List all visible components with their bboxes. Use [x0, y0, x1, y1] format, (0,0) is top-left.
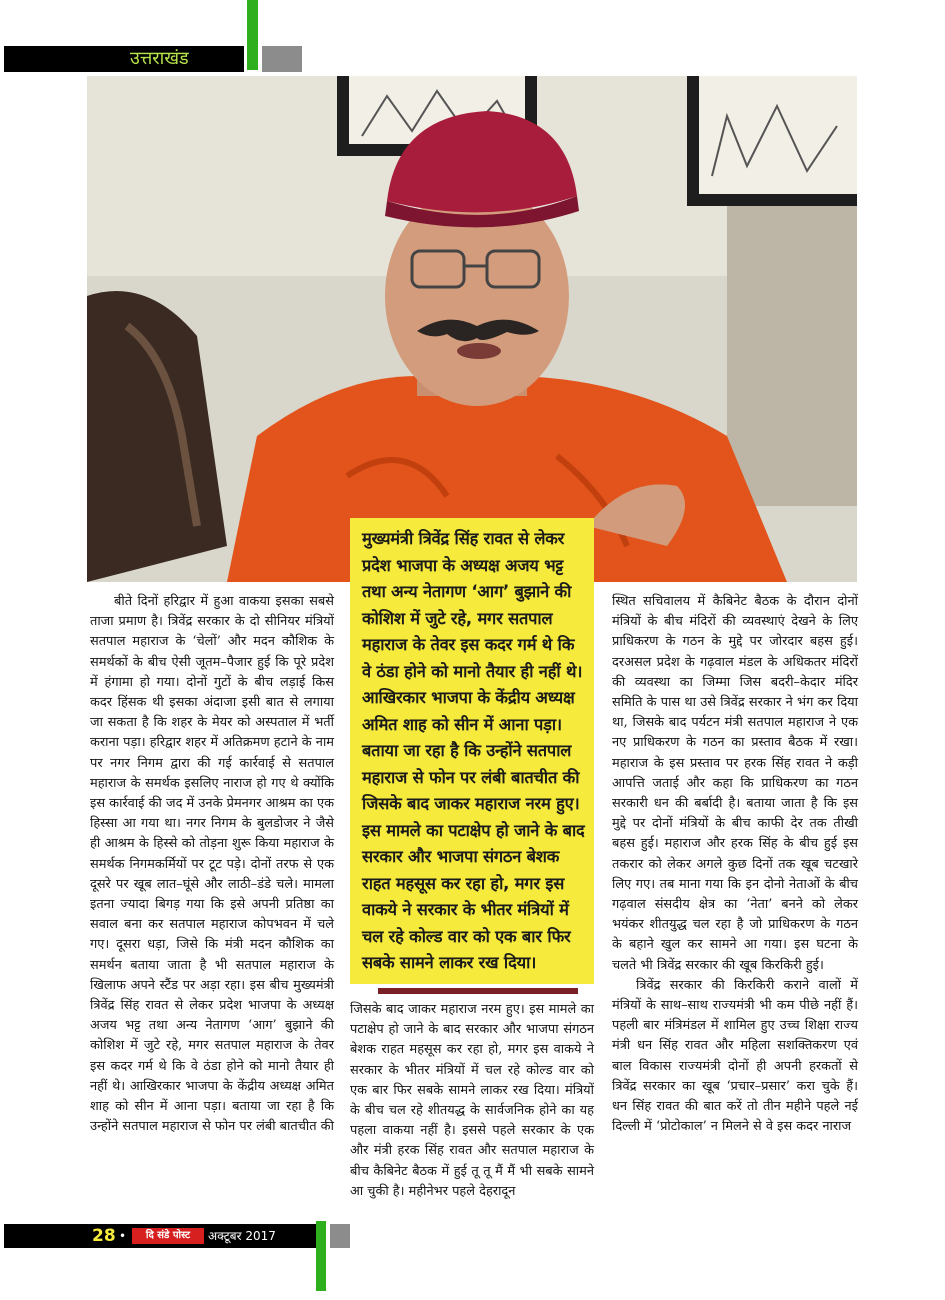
pull-quote-text: मुख्यमंत्री त्रिवेंद्र सिंह रावत से लेकर प्रदेश भाजपा के अध्यक्ष अजय भट्ट तथा अन्य नेतागण ‘आग’ बुझाने की कोशिश में जुटे रहे, मगर सतपाल महाराज के तेवर इस कदर गर्म थे कि वे ठंडा होने को मानो तैयार ही नहीं थे। आखिरकार भाजपा के केंद्रीय अध्यक्ष अमित शाह को सीन में आना पड़ा। बताया जा रहा है कि उन्होंने सतपाल महाराज से फोन पर लंबी बातचीत की जिसके बाद जाकर महाराज नरम हुए। इस मामले का पटाक्षेप हो जाने के बाद सरकार और भाजपा संगठन बेशक राहत महसूस कर रहा हो, मगर इस वाकये ने सरकार के भीतर मंत्रियों में चल रहे कोल्ड वार को एक बार फिर सबके सामने लाकर रख दिया।: [362, 529, 585, 972]
article-photo: [87, 76, 857, 582]
footer-gray-block: [330, 1224, 350, 1248]
article-column-2: [350, 1000, 594, 1202]
header-gray-block: [262, 46, 302, 72]
article-column-1: [90, 592, 334, 1137]
article-paragraph: जिसके बाद जाकर महाराज नरम हुए। इस मामले का पटाक्षेप हो जाने के बाद सरकार और भाजपा संगठन बेशक राहत महसूस कर रहा हो, मगर इस वाकये ने सरकार के भीतर मंत्रियों में चल रहे कोल्ड वार को एक बार फिर सबके सामने लाकर रख दिया। मंत्रियों के बीच चल रहे शीतयद्ध के सार्वजनिक होने का यह पहला वाकया नहीं है। इससे पहले सरकार के एक और मंत्री हरक सिंह रावत और सतपाल महाराज के बीच कैबिनेट बैठक में हुई तू तू मैं मैं भी सबके सामने आ चुकी है। महीनेभर पहले देहरादून: [350, 1002, 594, 1199]
pull-quote-rule: [378, 988, 578, 994]
wall-frame-right: [687, 76, 857, 206]
magazine-logo: दि संडे पोस्ट: [132, 1228, 204, 1244]
issue-date: अक्टूबर 2017: [208, 1229, 276, 1243]
footer-bullet: •: [119, 1229, 127, 1243]
section-title: उत्तराखंड: [130, 48, 189, 69]
footer-accent-bar: [316, 1221, 326, 1291]
article-paragraph: स्थित सचिवालय में कैबिनेट बैठक के दौरान दोनों मंत्रियों के बीच मंदिरों की व्यवस्थाएं देखने के लिए प्राधिकरण के गठन के मुद्दे पर जोरदार बहस हुई। दरअसल प्रदेश के गढ़वाल मंडल के अधिकतर मंदिरों की व्यवस्था का जिम्मा जिस बदरी–केदार मंदिर समिति के पास था उसे त्रिवेंद्र सरकार ने भंग कर दिया था, जिसके बाद पर्यटन मंत्री सतपाल महाराज ने एक नए प्राधिकरण के गठन का प्रस्ताव बैठक में रखा। महाराज के इस प्रस्ताव पर हरक सिंह रावत ने कड़ी आपत्ति जताई और कहा कि प्राधिकरण का गठन सरकारी धन की बर्बादी है। बताया जाता है कि इस मुद्दे पर दोनों मंत्रियों के बीच काफी देर तक तीखी बहस हुई। महाराज और हरक सिंह के बीच हुई इस तकरार को लेकर अगले कुछ दिनों तक खूब चटखारे लिए गए। तब माना गया कि इन दोनो नेताओं के बीच गढ़वाल संसदीय क्षेत्र का ‘नेता’ बनने को लेकर भयंकर शीतयुद्ध चल रहा है जो प्राधिकरण के गठन के बहाने खुल कर सामने आ गया। इस घटना के चलते भी त्रिवेंद्र सरकार की खूब किरकिरी हुई।: [612, 594, 858, 973]
article-paragraph: त्रिवेंद्र सरकार की किरकिरी कराने वालों में मंत्रियों के साथ–साथ राज्यमंत्री भी कम पीछे नहीं हैं। पहली बार मंत्रिमंडल में शामिल हुए उच्च शिक्षा राज्य मंत्री धन सिंह रावत और महिला सशक्तिकरण एवं बाल विकास राज्यमंत्री दोनों ही अपनी हरकतों से त्रिवेंद्र सरकार का खूब ‘प्रचार–प्रसार’ करा चुके हैं। धन सिंह रावत की बात करें तो तीन महीने पहले नई दिल्ली में ‘प्रोटोकाल’ न मिलने से वे इस कदर नाराज: [612, 977, 858, 1135]
section-header: [4, 46, 244, 72]
article-column-3: [612, 592, 858, 1137]
header-accent-bar: [247, 0, 258, 70]
article-paragraph: बीते दिनों हरिद्वार में हुआ वाकया इसका सबसे ताजा प्रमाण है। त्रिवेंद्र सरकार के दो सीनियर मंत्रियों सतपाल महाराज के ‘चेलों’ और मदन कौशिक के समर्थकों के बीच ऐसी जूतम–पैजार हुई कि पूरे प्रदेश में हंगामा हो गया। दोनों गुटों के बीच लड़ाई किस कदर हिंसक थी इसका अंदाजा इसी बात से लगाया जा सकता है कि शहर के मेयर को अस्पताल में भर्ती कराना पड़ा। हरिद्वार शहर में अतिक्रमण हटाने के नाम पर नगर निगम द्वारा की गई कार्रवाई से सतपाल महाराज के समर्थक इसलिए नाराज हो गए थे क्योंकि इस कार्रवाई की जद में उनके प्रेमनगर आश्रम का एक हिस्सा आ गया था। नगर निगम के बुलडोजर ने जैसे ही आश्रम के हिस्से को तोड़ना शुरू किया महाराज के समर्थक निगमकर्मियों पर टूट पड़े। दोनों तरफ से एक दूसरे पर खूब लात–घूंसे और लाठी–डंडे चले। मामला इतना ज्यादा बिगड़ गया कि इसे अपनी प्रतिष्ठा का सवाल बना कर सतपाल महाराज कोपभवन में चले गए। दूसरा धड़ा, जिसे कि मंत्री मदन कौशिक का समर्थन बताया जाता है भी सतपाल महाराज के खिलाफ अपने स्टैंड पर अड़ा रहा। इस बीच मुख्यमंत्री त्रिवेंद्र सिंह रावत से लेकर प्रदेश भाजपा के अध्यक्ष अजय भट्ट तथा अन्य नेतागण ‘आग’ बुझाने की कोशिश में जुटे रहे, मगर सतपाल महाराज के तेवर इस कदर गर्म थे कि वे ठंडा होने को मानो तैयार ही नहीं थे। आखिरकार भाजपा के केंद्रीय अध्यक्ष अमित शाह को सीन में आना पड़ा। बताया जा रहा है कि उन्होंने सतपाल महाराज से फोन पर लंबी बातचीत की: [90, 594, 334, 1135]
page-number: 28: [92, 1226, 116, 1246]
